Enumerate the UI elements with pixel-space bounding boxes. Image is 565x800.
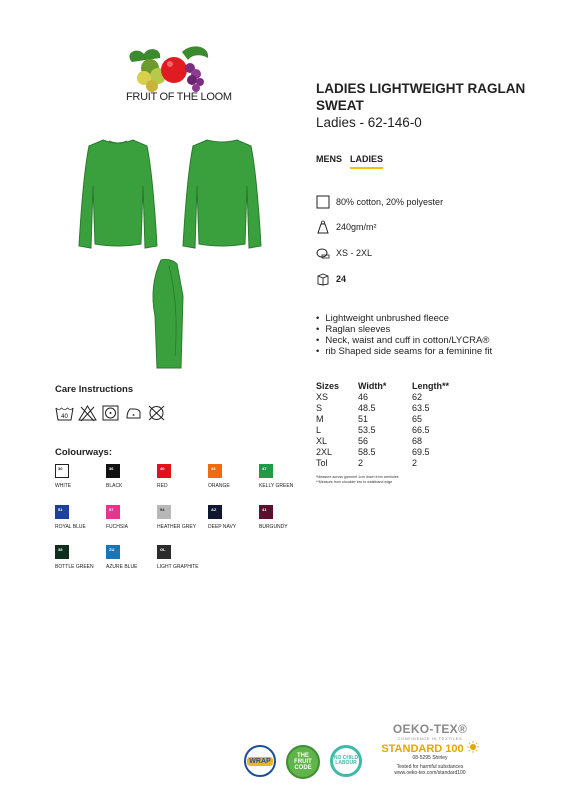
wrap-badge	[244, 745, 276, 777]
spec-pack-text: 24	[336, 274, 347, 284]
table-cell: 66.5	[412, 425, 430, 435]
colour-swatch[interactable]	[259, 464, 305, 489]
table-row	[316, 414, 472, 425]
no-dry-clean-icon	[147, 404, 166, 422]
size-note: **Measure from shoulder low to waistband edge	[316, 480, 393, 484]
oeko-tex-certification	[375, 722, 485, 776]
iron-low-icon	[124, 404, 143, 422]
colour-code: 30	[58, 466, 63, 471]
table-cell: 53.5	[358, 425, 376, 435]
table-cell: 56	[358, 436, 369, 446]
oeko-tex-tested: Tested for harmful substances	[396, 764, 464, 770]
spec-fabric	[316, 195, 443, 209]
colour-code: AZ	[211, 507, 217, 512]
colour-code: 57	[109, 507, 114, 512]
table-cell: Tol	[316, 458, 328, 468]
colour-swatch-chip	[259, 464, 273, 478]
care-title: Care Instructions	[55, 384, 134, 395]
colour-swatch[interactable]	[157, 505, 203, 530]
colour-code: 41	[262, 507, 267, 512]
table-row	[316, 458, 472, 469]
colour-code: ZU	[109, 547, 115, 552]
colour-swatch-chip	[157, 545, 171, 559]
fabric-icon	[316, 195, 330, 209]
table-cell: M	[316, 414, 324, 424]
colour-name: AZURE BLUE	[106, 564, 138, 570]
colour-swatch[interactable]	[259, 505, 305, 530]
colour-name: RED	[157, 483, 168, 489]
colour-swatch[interactable]	[106, 505, 152, 530]
table-cell: 63.5	[412, 403, 430, 413]
colour-swatch[interactable]	[55, 464, 101, 489]
spec-weight	[316, 220, 377, 234]
oeko-tex-title: OEKO-TEX®	[392, 722, 468, 736]
colour-swatch[interactable]	[106, 545, 152, 570]
garment-back-view	[177, 136, 267, 252]
oeko-tex-number: 08-5295 Shirley	[412, 755, 448, 761]
table-header-row	[316, 380, 472, 392]
oeko-tex-url[interactable]: www.oeko-tex.com/standard100	[394, 770, 466, 776]
table-row	[316, 392, 472, 403]
oeko-tex-standard	[375, 741, 485, 755]
colour-code: GL	[160, 547, 166, 552]
colour-swatch-chip	[208, 464, 222, 478]
tab-mens[interactable]: MENS	[316, 154, 343, 164]
width-header: Width*	[358, 381, 387, 391]
fruit-code-badge	[286, 745, 320, 779]
table-cell: 46	[358, 392, 369, 402]
colour-swatch-chip	[55, 545, 69, 559]
garment-side-view	[145, 256, 195, 371]
table-cell: L	[316, 425, 322, 435]
garment-front-view	[73, 136, 163, 252]
table-cell: 51	[358, 414, 369, 424]
colour-swatch-chip	[208, 505, 222, 519]
table-cell: 62	[412, 392, 423, 402]
colour-name: FUCHSIA	[106, 524, 128, 530]
list-item: • Raglan sleeves	[316, 324, 492, 335]
no-child-labour-badge	[330, 745, 362, 777]
colour-swatch-chip	[259, 505, 273, 519]
table-cell: XL	[316, 436, 328, 446]
table-cell: 2	[358, 458, 364, 468]
weight-icon	[316, 220, 330, 234]
colour-swatch-chip	[55, 505, 69, 519]
table-cell: 65	[412, 414, 423, 424]
colour-code: 40	[160, 466, 165, 471]
colour-swatch[interactable]	[55, 545, 101, 570]
list-item: • Neck, waist and cuff in cotton/LYCRA®	[316, 335, 492, 346]
colour-code: 38	[58, 547, 63, 552]
wash-40-icon	[55, 404, 74, 422]
colour-swatch-chip	[157, 464, 171, 478]
fruit-code-badge-label: THE FRUIT CODE	[294, 753, 312, 771]
colour-code: 47	[262, 466, 267, 471]
size-note: *Measure across garment 1cm down from armholes	[316, 475, 399, 479]
size-table	[316, 380, 472, 469]
colour-swatch[interactable]	[208, 505, 254, 530]
spec-sizes	[316, 246, 372, 260]
tumble-dry-low-icon	[101, 404, 120, 422]
sun-icon	[467, 741, 479, 753]
wrap-badge-label: WRAP	[249, 757, 271, 765]
colour-swatch[interactable]	[157, 545, 203, 570]
table-cell: 2	[412, 458, 418, 468]
colour-name: KELLY GREEN	[259, 483, 294, 489]
tab-ladies[interactable]: LADIES	[350, 154, 383, 169]
no-bleach-icon	[78, 404, 97, 422]
colour-swatch-chip	[106, 545, 120, 559]
no-child-labour-badge-label: NO CHILD LABOUR	[333, 755, 359, 766]
colour-name: HEATHER GREY	[157, 524, 197, 530]
colour-swatch-chip	[106, 464, 120, 478]
table-row	[316, 403, 472, 414]
spec-weight-text: 240gm/m²	[336, 222, 377, 232]
colour-code: 94	[160, 507, 165, 512]
list-item: • rib Shaped side seams for a feminine fit	[316, 346, 492, 357]
spec-pack	[316, 272, 346, 286]
colour-name: ROYAL BLUE	[55, 524, 86, 530]
colour-name: ORANGE	[208, 483, 230, 489]
colour-name: WHITE	[55, 483, 72, 489]
size-tape-icon	[316, 246, 330, 260]
colour-name: LIGHT GRAPHITE	[157, 564, 199, 570]
colour-name: DEEP NAVY	[208, 524, 237, 530]
colour-name: BOTTLE GREEN	[55, 564, 94, 570]
table-cell: XS	[316, 392, 329, 402]
product-subtitle: Ladies - 62-146-0	[316, 115, 422, 130]
table-row	[316, 447, 472, 458]
table-cell: S	[316, 403, 323, 413]
carton-icon	[316, 272, 330, 286]
colourways-title: Colourways:	[55, 447, 113, 458]
oeko-tex-subtitle: CONFIDENCE IN TEXTILES	[397, 736, 463, 741]
size-notes	[316, 475, 399, 485]
colour-name: BURGUNDY	[259, 524, 288, 530]
table-cell: 48.5	[358, 403, 376, 413]
colour-swatch-chip	[55, 464, 69, 478]
colour-code: 44	[211, 466, 216, 471]
colour-code: 51	[58, 507, 63, 512]
colour-swatch[interactable]	[106, 464, 152, 489]
wash-temp: 40	[61, 414, 68, 420]
colour-swatch[interactable]	[208, 464, 254, 489]
spec-sizes-text: XS - 2XL	[336, 248, 373, 258]
size-header: Sizes	[316, 381, 340, 391]
gender-tabs	[316, 154, 383, 169]
colour-name: BLACK	[106, 483, 123, 489]
table-row	[316, 425, 472, 436]
colour-swatch[interactable]	[157, 464, 203, 489]
care-icons	[55, 404, 166, 422]
spec-fabric-text: 80% cotton, 20% polyester	[336, 197, 444, 207]
colour-swatch[interactable]	[55, 505, 101, 530]
colour-swatch-chip	[157, 505, 171, 519]
table-cell: 69.5	[412, 447, 430, 457]
list-item: • Lightweight unbrushed fleece	[316, 313, 492, 324]
brand-name: FRUIT OF THE LOOM	[126, 91, 232, 103]
feature-list	[316, 313, 492, 357]
oeko-tex-standard-label: STANDARD 100	[381, 743, 464, 755]
length-header: Length**	[412, 381, 449, 391]
table-cell: 58.5	[358, 447, 376, 457]
colour-code: 36	[109, 466, 114, 471]
table-cell: 68	[412, 436, 423, 446]
table-row	[316, 436, 472, 447]
colour-swatch-chip	[106, 505, 120, 519]
product-title: LADIES LIGHTWEIGHT RAGLAN SWEAT	[316, 81, 526, 113]
table-cell: 2XL	[316, 447, 333, 457]
